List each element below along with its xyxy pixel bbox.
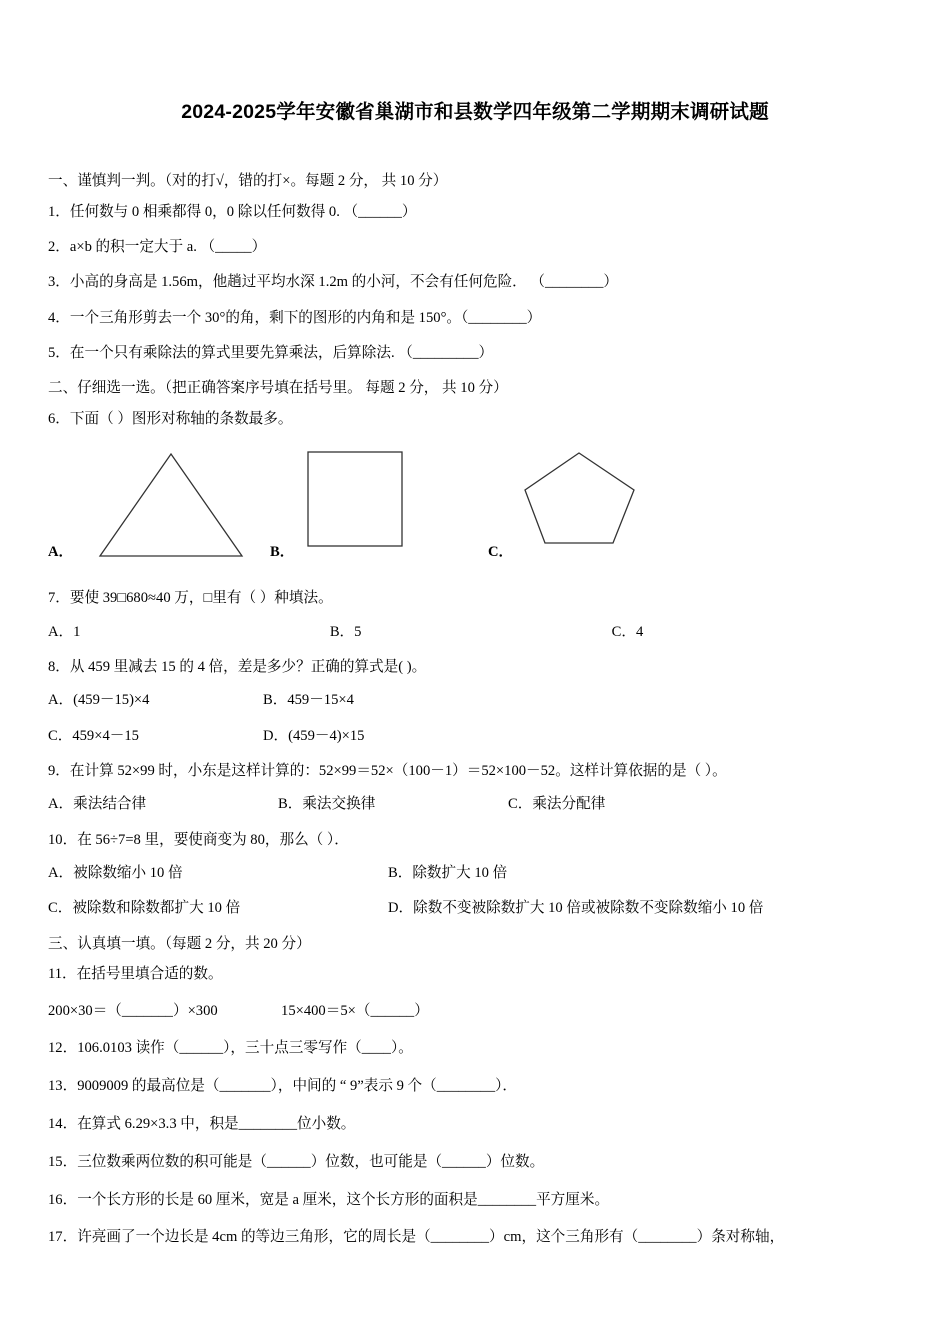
question-17: 17．许亮画了一个边长是 4cm 的等边三角形，它的周长是（________）cm，这个三角形有（________）条对称轴， [48,1229,785,1246]
question-2: 2．a×b 的积一定大于 a. （_____） [48,238,267,255]
question-8-option-b: B．459－15×4 [263,692,354,709]
question-10-options-row-2 [48,897,902,920]
question-6-stem: 6．下面（ ）图形对称轴的条数最多。 [48,410,293,427]
question-7-option-c: C．4 [611,623,644,640]
question-10-option-b: B．除数扩大 10 倍 [388,865,508,882]
page-title: 2024-2025学年安徽省巢湖市和县数学四年级第二学期期末调研试题 [181,101,769,123]
section-one-heading: 一、谨慎判一判。（对的打√，错的打×。每题 2 分， 共 10 分） [48,173,448,189]
question-6-figures [48,441,902,569]
question-14: 14．在算式 6.29×3.3 中，积是________位小数。 [48,1116,356,1133]
question-5: 5．在一个只有乘除法的算式里要先算乘法，后算除法. （_________） [48,344,494,361]
question-9-stem: 9．在计算 52×99 时，小东是这样计算的：52×99＝52×（100－1）＝52×100－52。这样计算依据的是（ ）。 [48,763,727,779]
question-13: 13．9009009 的最高位是（_______），中间的 “ 9”表示 9 个（________）． [48,1078,518,1095]
question-11-expression-1: 200×30＝（_______）×300 [48,1002,218,1019]
question-4: 4．一个三角形剪去一个 30°的角，剩下的图形的内角和是 150°。（________） [48,309,542,326]
question-1: 1．任何数与 0 相乘都得 0，0 除以任何数得 0. （______） [48,203,417,220]
question-11-stem: 11．在括号里填合适的数。 [48,966,223,983]
option-label-a: A． [48,544,74,561]
option-label-b: B． [270,544,295,561]
question-16: 16．一个长方形的长是 60 厘米，宽是 a 厘米，这个长方形的面积是________平方厘米。 [48,1191,610,1208]
question-8-option-d: D．(459－4)×15 [263,727,365,744]
question-8-option-c: C．459×4－15 [48,727,139,744]
question-8-option-a: A．(459－15)×4 [48,692,150,709]
triangle-icon [96,446,246,569]
question-10-option-a: A．被除数缩小 10 倍 [48,865,183,882]
square-icon [306,450,410,553]
question-9-option-b: B．乘法交换律 [278,796,376,813]
question-9-option-a: A．乘法结合律 [48,796,147,813]
question-10-option-d: D．除数不变被除数扩大 10 倍或被除数不变除数缩小 10 倍 [388,900,764,917]
question-8-stem: 8．从 459 里减去 15 的 4 倍，差是多少？正确的算式是( )。 [48,658,427,675]
question-7-options [48,621,902,644]
question-11-expression-2: 15×400＝5×（______） [281,1002,429,1019]
question-10-options-row-1 [48,862,902,885]
question-3: 3．小高的身高是 1.56m，他趟过平均水深 1.2m 的小河，不会有任何危险． （________） [48,274,618,291]
section-three-heading: 三、认真填一填。（每题 2 分，共 20 分） [48,935,311,952]
option-label-c: C． [488,544,514,561]
section-two-heading: 二、仔细选一选。（把正确答案序号填在括号里。 每题 2 分， 共 10 分） [48,380,508,397]
question-10-stem: 10．在 56÷7=8 里，要使商变为 80，那么（ ）． [48,831,349,848]
question-9-option-c: C．乘法分配律 [508,796,606,813]
question-11-blanks [48,999,902,1024]
question-8-options-row-1 [48,689,902,712]
question-7-option-b: B．5 [329,623,362,640]
question-8-options-row-2 [48,725,902,748]
question-7-option-a: A．1 [48,623,81,640]
pentagon-icon [522,450,637,551]
question-9-options [48,793,902,816]
question-10-option-c: C．被除数和除数都扩大 10 倍 [48,900,241,917]
question-12: 12．106.0103 读作（______），三十点三零写作（____）。 [48,1040,413,1057]
question-7-stem: 7．要使 39□680≈40 万，□里有（ ）种填法。 [48,590,333,607]
question-15: 15．三位数乘两位数的积可能是（______）位数，也可能是（______）位数。 [48,1153,545,1170]
